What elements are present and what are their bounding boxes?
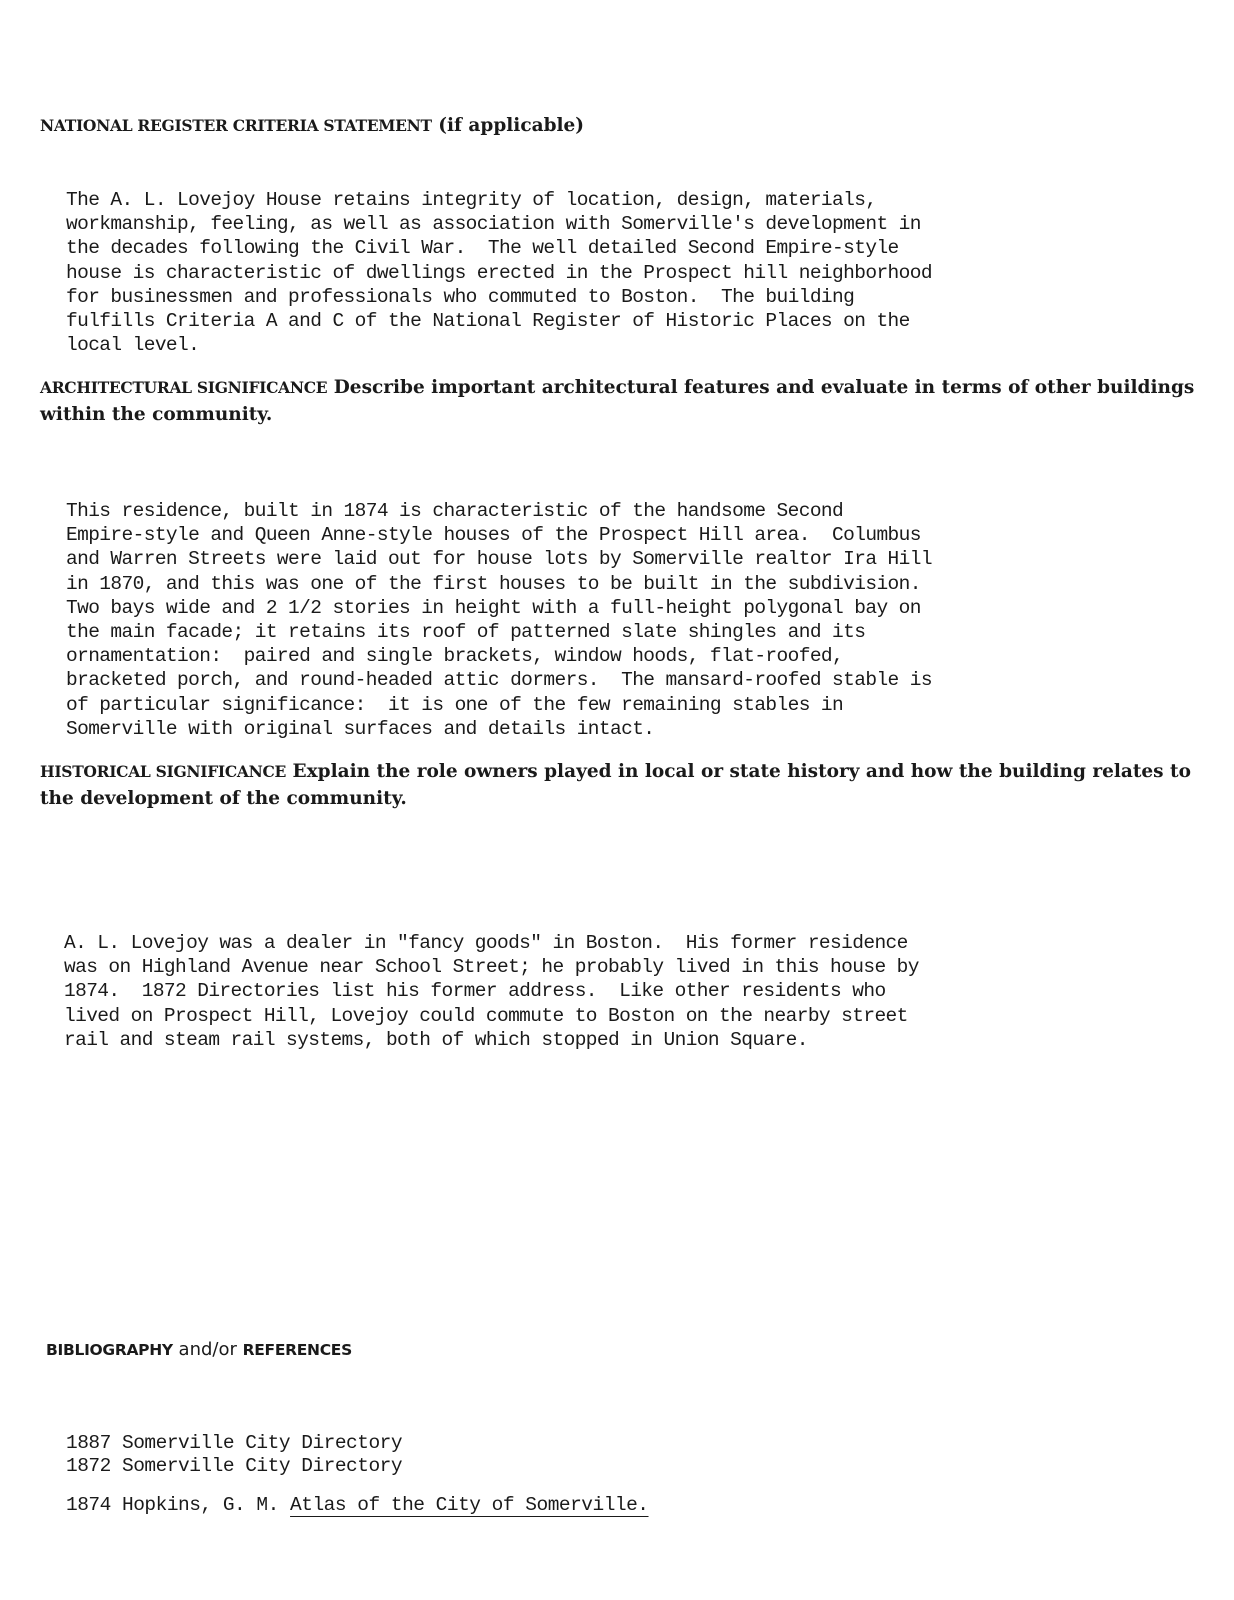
historical-paragraph <box>64 931 919 1052</box>
paragraph-line: The A. L. Lovejoy House retains integrity of location, design, materials, <box>66 189 877 211</box>
references-heading-caps: REFERENCES <box>242 1341 352 1359</box>
paragraph-line: fulfills Criteria A and C of the National Register of Historic Places on the <box>66 310 910 333</box>
historical-significance-heading <box>40 758 1205 812</box>
paragraph-line: of particular significance: it is one of the few remaining stables in <box>66 693 844 716</box>
architectural-paragraph <box>66 499 932 741</box>
paragraph-line: lived on Prospect Hill, Lovejoy could commute to Boston on the nearby street <box>64 1004 908 1027</box>
historical-heading-caps: HISTORICAL SIGNIFICANCE <box>40 762 287 781</box>
bibliography-heading-caps: BIBLIOGRAPHY <box>46 1341 173 1359</box>
bibliography-list <box>66 1432 649 1516</box>
national-register-heading-rest: (if applicable) <box>431 115 585 136</box>
bibliography-entry: 1887 Somerville City Directory <box>66 1432 403 1454</box>
paragraph-line: the main facade; it retains its roof of patterned slate shingles and its <box>66 621 866 644</box>
national-register-heading <box>40 112 1205 139</box>
paragraph-line: was on Highland Avenue near School Street; he probably lived in this house by <box>64 956 919 979</box>
paragraph-line: bracketed porch, and round-headed attic dormers. The mansard-roofed stable is <box>66 669 932 692</box>
national-register-paragraph <box>66 188 932 357</box>
bibliography-entry-prefix: 1874 Hopkins, G. M. <box>66 1494 291 1516</box>
bibliography-entry: 1872 Somerville City Directory <box>66 1455 403 1477</box>
paragraph-line: A. L. Lovejoy was a dealer in "fancy goods" in Boston. His former residence <box>64 932 908 954</box>
atlas-title: Atlas of the City of Somerville. <box>290 1494 649 1516</box>
bibliography-heading <box>46 1336 1211 1364</box>
architectural-heading-caps: ARCHITECTURAL SIGNIFICANCE <box>40 378 328 397</box>
paragraph-line: the decades following the Civil War. The well detailed Second Empire-style <box>66 237 899 260</box>
bibliography-heading-mid: and/or <box>172 1339 243 1360</box>
paragraph-line: Two bays wide and 2 1/2 stories in height with a full-height polygonal bay on <box>66 596 921 619</box>
paragraph-line: ornamentation: paired and single brackets, window hoods, flat-roofed, <box>66 645 844 668</box>
paragraph-line: house is characteristic of dwellings erected in the Prospect hill neighborhood <box>66 261 932 284</box>
bibliography-entry <box>66 1494 649 1516</box>
architectural-significance-heading <box>40 374 1205 428</box>
paragraph-line: 1874. 1872 Directories list his former address. Like other residents who <box>64 980 886 1003</box>
paragraph-line: for businessmen and professionals who commuted to Boston. The building <box>66 285 855 308</box>
national-register-heading-caps: NATIONAL REGISTER CRITERIA STATEMENT <box>40 116 432 135</box>
paragraph-line: in 1870, and this was one of the first houses to be built in the subdivision. <box>66 572 921 595</box>
paragraph-line: and Warren Streets were laid out for house lots by Somerville realtor Ira Hill <box>66 548 932 571</box>
historical-heading-rest: Explain the role owners played in local or state history and how the building relates to the development of the community. <box>40 761 1191 809</box>
paragraph-line: rail and steam rail systems, both of which stopped in Union Square. <box>64 1028 808 1051</box>
paragraph-line: local level. <box>66 334 200 357</box>
paragraph-line: Somerville with original surfaces and details intact. <box>66 717 655 740</box>
paragraph-line: Empire-style and Queen Anne-style houses of the Prospect Hill area. Columbus <box>66 524 921 547</box>
architectural-heading-rest: Describe important architectural features and evaluate in terms of other buildings within the community. <box>40 377 1195 425</box>
paragraph-line: workmanship, feeling, as well as association with Somerville's development in <box>66 213 921 236</box>
paragraph-line: This residence, built in 1874 is characteristic of the handsome Second <box>66 500 844 522</box>
